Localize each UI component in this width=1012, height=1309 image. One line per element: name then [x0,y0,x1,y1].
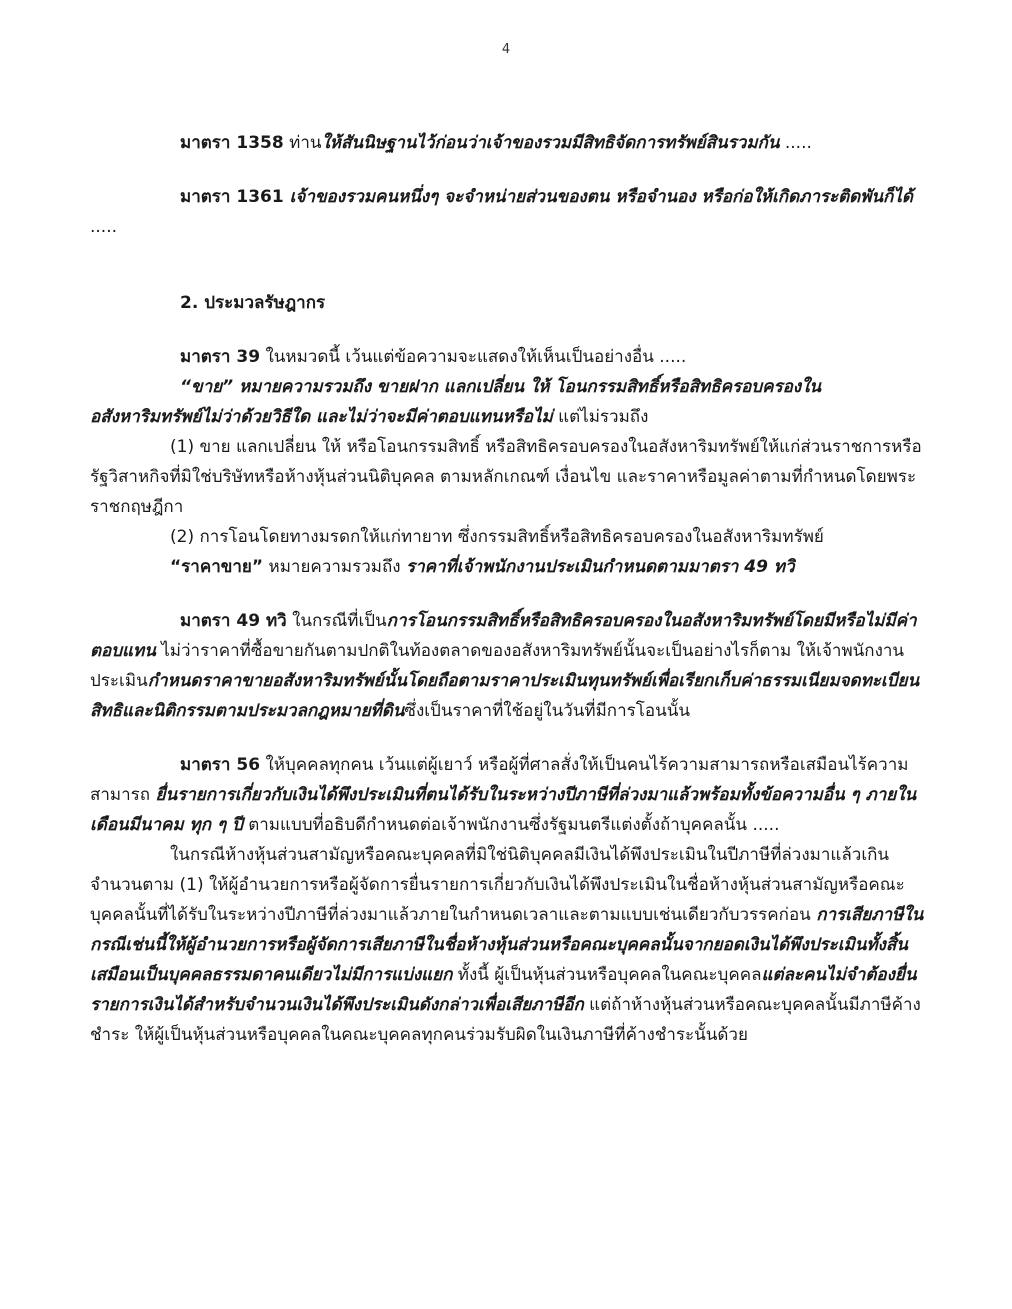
document-body [90,128,924,1050]
section-56: มาตรา 56 ให้บุคคลทุกคน เว้นแต่ผู้เยาว์ หรือผู้ที่ศาลสั่งให้เป็นคนไร้ความสามารถหรือเสมือนไร้ความสามารถ ยื่นรายการเกี่ยวกับเงินได้พึงประเมินที่ตนได้รับในระหว่างปีภาษีที่ล่วงมาแล้วพร้อมทั้งข้อความอื่น ๆ ภายในเดือนมีนาคม ทุก ๆ ปี ตามแบบที่อธิบดีกำหนดต่อเจ้าพนักงานซึ่งรัฐมนตรีแต่งตั้งถ้าบุคคลนั้น ..... [90,755,917,835]
section-label: มาตรา 49 ทวิ [180,611,287,631]
section-label: มาตรา 1361 [180,187,284,207]
section-1361: มาตรา 1361 เจ้าของรวมคนหนึ่งๆ จะจำหน่ายส่วนของตน หรือจำนอง หรือก่อให้เกิดภาระติดพันก็ได้ ..... [90,187,913,237]
section-39: มาตรา 39 ในหมวดนี้ เว้นแต่ข้อความจะแสดงให้เห็นเป็นอย่างอื่น ..... [180,347,687,367]
section-56-paragraph-2: ในกรณีห้างหุ้นส่วนสามัญหรือคณะบุคคลที่มิใช่นิติบุคคลมีเงินได้พึงประเมินในปีภาษีที่ล่วงมาแล้วเกินจำนวนตาม (1) ให้ผู้อำนวยการหรือผู้จัดการยื่นรายการเกี่ยวกับเงินได้พึงประเมินในชื่อห้างหุ้นส่วนสามัญหรือคณะบุคคลนั้นที่ได้รับในระหว่างปีภาษีที่ล่วงมาแล้วภายในกำหนดเวลาและตามแบบเช่นเดียวกับวรรคก่อน การเสียภาษีในกรณีเช่นนี้ให้ผู้อำนวยการหรือผู้จัดการเสียภาษีในชื่อห้างหุ้นส่วนหรือคณะบุคคลนั้นจากยอดเงินได้พึงประเมินทั้งสิ้นเสมือนเป็นบุคคลธรรมดาคนเดียวไม่มีการแบ่งแยก ทั้งนี้ ผู้เป็นหุ้นส่วนหรือบุคคลในคณะบุคคลแต่ละคนไม่จำต้องยื่นรายการเงินได้สำหรับจำนวนเงินได้พึงประเมินดังกล่าวเพื่อเสียภาษีอีก แต่ถ้าห้างหุ้นส่วนหรือคณะบุคคลนั้นมีภาษีค้างชำระ ให้ผู้เป็นหุ้นส่วนหรือบุคคลในคณะบุคคลทุกคนร่วมรับผิดในเงินภาษีที่ค้างชำระนั้นด้วย [90,845,924,1045]
exception-item-2: (2) การโอนโดยทางมรดกให้แก่ทายาท ซึ่งกรรมสิทธิ์หรือสิทธิครอบครองในอสังหาริมทรัพย์ [170,527,824,547]
section-label: มาตรา 39 [180,347,261,367]
exception-item-1: (1) ขาย แลกเปลี่ยน ให้ หรือโอนกรรมสิทธิ์ หรือสิทธิครอบครองในอสังหาริมทรัพย์ให้แก่ส่วนราชการหรือรัฐวิสาหกิจที่มิใช่บริษัทหรือห้างหุ้นส่วนนิติบุคคล ตามหลักเกณฑ์ เงื่อนไข และราคาหรือมูลค่าตามที่กำหนดโดยพระราชกฤษฎีกา [90,437,922,517]
section-label: มาตรา 1358 [180,133,284,153]
heading-revenue-code: 2. ประมวลรัษฎากร [180,293,326,313]
section-49-bis: มาตรา 49 ทวิ ในกรณีที่เป็นการโอนกรรมสิทธิ์หรือสิทธิครอบครองในอสังหาริมทรัพย์โดยมีหรือไม่มีค่าตอบแทน ไม่ว่าราคาที่ซื้อขายกันตามปกติในท้องตลาดของอสังหาริมทรัพย์นั้นจะเป็นอย่างไรก็ตาม ให้เจ้าพนักงานประเมินกำหนดราคาขายอสังหาริมทรัพย์นั้นโดยถือตามราคาประเมินทุนทรัพย์เพื่อเรียกเก็บค่าธรรมเนียมจดทะเบียนสิทธิและนิติกรรมตามประมวลกฎหมายที่ดินซึ่งเป็นราคาที่ใช้อยู่ในวันที่มีการโอนนั้น [90,611,920,721]
definition-sale-price: “ราคาขาย” หมายความรวมถึง ราคาที่เจ้าพนักงานประเมินกำหนดตามมาตรา 49 ทวิ [170,557,795,577]
section-1358: มาตรา 1358 ท่านให้สันนิษฐานไว้ก่อนว่าเจ้าของรวมมีสิทธิจัดการทรัพย์สินรวมกัน ..... [180,133,812,153]
definition-sale: “ขาย” หมายความรวมถึง ขายฝาก แลกเปลี่ยน ให้ โอนกรรมสิทธิ์หรือสิทธิครอบครองในอสังหาริมทรัพย์ไม่ว่าด้วยวิธีใด และไม่ว่าจะมีค่าตอบแทนหรือไม่ แต่ไม่รวมถึง [90,377,822,427]
page-number: 4 [501,42,511,57]
section-label: มาตรา 56 [180,755,261,775]
